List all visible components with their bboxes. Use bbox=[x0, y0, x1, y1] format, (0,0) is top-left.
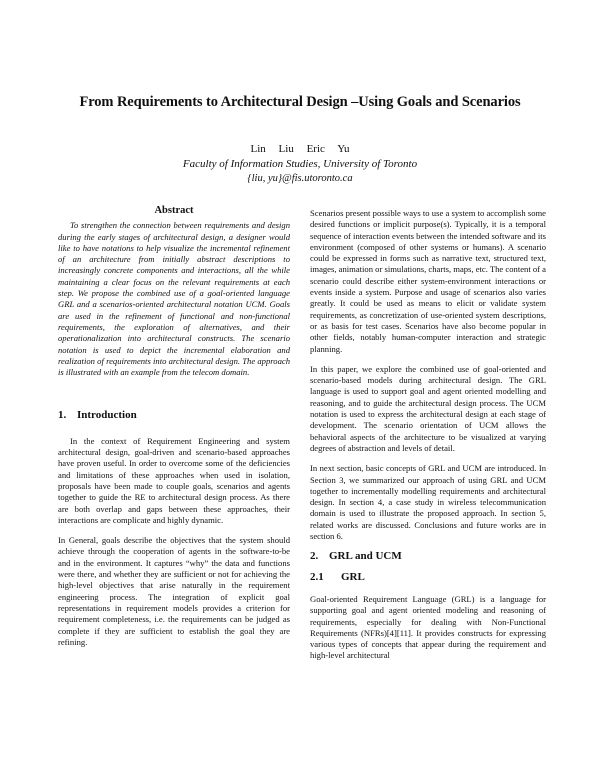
right-column bbox=[310, 208, 546, 671]
subsection-number: 2.1 bbox=[310, 570, 324, 583]
scenarios-paragraph: Scenarios present possible ways to use a system to accomplish some desired functions or implicit purpose(s). Typically, it is a temporal sequence of interaction events between the intended software and its environment (composed of other systems or humans). A scenario could be expressed in forms such as narrative text, structured text, images, animation or simulations, charts, maps, etc. The content of a scenario could describe either system-environment interactions or events inside a system. Purpose and usage of scenarios also varies greatly. It could be used as means to elicit or validate system requirements, as concretization of use-oriented system descriptions, or as basis for test cases. Scenarios have also become popular in other fields, notably human-computer interaction and strategic planning. bbox=[310, 208, 546, 354]
intro-paragraph-1: In the context of Requirement Engineering and system architectural design, goal-driven and scenario-based approaches have proven useful. In order to overcome some of the deficiencies and limitations of these approaches when used in isolation, proposals have been made to couple goals, scenarios and agents together to guide the RE to architectural design process. As there are both overlap and gaps between these approaches, their interactions are complicate and highly dynamic. bbox=[58, 435, 290, 525]
paper-authors: Lin Liu Eric Yu bbox=[250, 143, 350, 155]
abstract-text: To strengthen the connection between requirements and design during the early stages of architectural design, a designer would like to have notations to help visualize the incremental refinement of an architecture from initially abstract descriptions to increasingly concrete components and interactions, all the while maintaining a clear focus on the relevant requirements at each step. We propose the combined use of a goal-oriented language GRL and a scenarios-oriented architectural notation UCM. Goals are used in the refinement of functional and non-functional requirements, the exploration of alternatives, and their operationalization into architectural constructs. The scenario notation is used to depict the incremental elaboration and realization of requirements into architectural design. The approach is illustrated with an example from the telecom domain. bbox=[58, 220, 290, 378]
section2-heading bbox=[310, 551, 546, 562]
grl-paragraph: Goal-oriented Requirement Language (GRL) is a language for supporting goal and agent oriented modeling and reasoning of requirements, especially for dealing with Non-Functional Requirements (NFRs)[4][11]. It provides constructs for expressing various types of concepts that appear during the requirement and high-level architectural bbox=[310, 593, 546, 661]
abstract-heading: Abstract bbox=[154, 205, 194, 216]
intro-heading bbox=[58, 410, 290, 421]
intro-title: Introduction bbox=[77, 409, 137, 422]
left-column bbox=[58, 205, 290, 657]
subsection-heading bbox=[310, 572, 546, 583]
paper-affiliation: Faculty of Information Studies, University of Toronto bbox=[182, 158, 418, 170]
outline-paragraph: In next section, basic concepts of GRL and UCM are introduced. In Section 3, we summarized our approach of using GRL and UCM together to incrementally modelling requirements and architectural design. In section 4, a case study in wireless telecommunication domain is used to illustrate the proposed approach. In section 5, related works are discussed. Conclusions and future works are in section 6. bbox=[310, 463, 546, 542]
intro-number: 1. bbox=[58, 409, 67, 422]
subsection-title: GRL bbox=[341, 570, 365, 583]
paper-title: From Requirements to Architectural Design –Using Goals and Scenarios bbox=[79, 94, 521, 110]
approach-paragraph: In this paper, we explore the combined use of goal-oriented and scenario-based models during architectural design. The GRL language is used to support goal and agent oriented modelling and reasoning, and to guide the architectural design process. The UCM notation is used to express the architectural design at each stage of development. The scenario orientation of UCM allows the behavioral aspects of the architecture to be visualized at varying degrees of abstraction and levels of detail. bbox=[310, 363, 546, 453]
section2-title: GRL and UCM bbox=[329, 550, 402, 563]
paper-email: {liu, yu}@fis.utoronto.ca bbox=[247, 173, 353, 184]
intro-paragraph-2: In General, goals describe the objectives that the system should achieve through the cooperation of agents in the software-to-be and in the environment. It captures “why” the data and functions were there, and whether they are sufficient or not for achieving the high-level objectives that arise naturally in the requirement engineering process. The integration of explicit goal representations in requirement models provides a criterion for requirement completeness, i.e. the requirements can be judged as complete if they are sufficient to establish the goal they are refining. bbox=[58, 535, 290, 647]
section2-number: 2. bbox=[310, 550, 319, 563]
